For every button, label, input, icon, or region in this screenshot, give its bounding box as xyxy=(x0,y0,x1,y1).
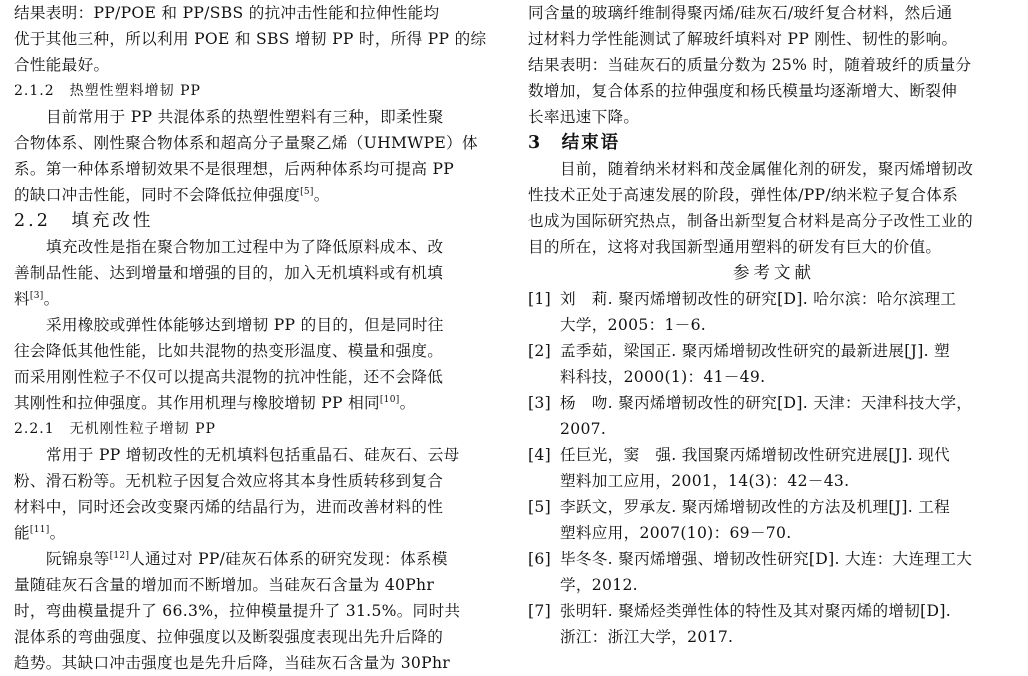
citation: [3] xyxy=(29,290,44,301)
reference-text: 李跃文，罗承友. 聚丙烯增韧改性的方法及机理[J]. 工程 xyxy=(560,498,951,516)
reference-text: 塑料应用，2007(10)：69－70. xyxy=(560,524,792,542)
reference-number: [2] xyxy=(528,342,551,360)
paragraph-line: 量随硅灰石含量的增加而不断增加。当硅灰石含量为 40Phr xyxy=(14,576,435,594)
reference-number: [6] xyxy=(528,550,551,568)
paragraph-line: 目前，随着纳米材料和茂金属催化剂的研发，聚丙烯增韧改 xyxy=(560,160,974,178)
reference-number: [4] xyxy=(528,446,551,464)
paragraph-line xyxy=(14,286,506,312)
section-heading-2-2: 2.2 填充改性 xyxy=(14,211,154,231)
reference-text: 张明轩. 聚烯烃类弹性体的特性及其对聚丙烯的增韧[D]. xyxy=(560,602,952,620)
paragraph-line: 合物体系、刚性聚合物体系和超高分子量聚乙烯（UHMWPE）体 xyxy=(14,134,478,152)
paragraph-line: 优于其他三种，所以利用 POE 和 SBS 增韧 PP 时，所得 PP 的综 xyxy=(14,30,487,48)
paragraph-line: 结果表明：当硅灰石的质量分数为 25% 时，随着玻纤的质量分 xyxy=(528,56,972,74)
reference-text: 2007. xyxy=(560,420,607,438)
paragraph-line: 善制品性能、达到增量和增强的目的，加入无机填料或有机填 xyxy=(14,264,444,282)
paragraph-line: 目前常用于 PP 共混体系的热塑性塑料有三种，即柔性聚 xyxy=(46,108,444,126)
paragraph-line: 合性能最好。 xyxy=(14,56,110,74)
citation: [11] xyxy=(29,524,50,535)
paragraph-line: 结果表明：PP/POE 和 PP/SBS 的抗冲击性能和拉伸性能均 xyxy=(14,4,440,22)
section-heading-2-1-2: 2.1.2 热塑性塑料增韧 PP xyxy=(14,83,201,99)
reference-item xyxy=(528,494,1020,520)
paragraph-line: 性技术正处于高速发展的阶段，弹性体/PP/纳米粒子复合体系 xyxy=(528,186,959,204)
paragraph-line: 材料中，同时还会改变聚丙烯的结晶行为，进而改善材料的性 xyxy=(14,498,444,516)
paragraph-line: 时，弯曲模量提升了 66.3%，拉伸模量提升了 31.5%。同时共 xyxy=(14,602,461,620)
reference-list xyxy=(528,286,1020,650)
reference-item xyxy=(528,338,1020,364)
paragraph-line: 混体系的弯曲强度、拉伸强度以及断裂强度表现出先升后降的 xyxy=(14,628,444,646)
paragraph-line: 过材料力学性能测试了解玻纤填料对 PP 刚性、韧性的影响。 xyxy=(528,30,958,48)
reference-text: 塑料加工应用，2001，14(3)：42－43. xyxy=(560,472,850,490)
reference-item xyxy=(528,598,1020,624)
reference-text: 任巨光，窦 强. 我国聚丙烯增韧改性研究进展[J]. 现代 xyxy=(560,446,951,464)
section-heading-3: 3 结束语 xyxy=(528,133,621,153)
citation: [12] xyxy=(109,550,130,561)
reference-text: 学，2012. xyxy=(560,576,638,594)
reference-number: [1] xyxy=(528,290,551,308)
paragraph-line: 采用橡胶或弹性体能够达到增韧 PP 的目的，但是同时往 xyxy=(46,316,444,334)
reference-number: [3] xyxy=(528,394,551,412)
paragraph-line xyxy=(14,390,506,416)
paragraph-line: 往会降低其他性能，比如共混物的热变形温度、模量和强度。 xyxy=(14,342,444,360)
left-column xyxy=(14,0,506,676)
paragraph-text: 阮锦泉等 xyxy=(46,550,110,568)
reference-item xyxy=(528,286,1020,312)
reference-item xyxy=(528,546,1020,572)
paragraph-line: 常用于 PP 增韧改性的无机填料包括重晶石、硅灰石、云母 xyxy=(46,446,460,464)
paragraph-line: 系。第一种体系增韧效果不是很理想，后两种体系均可提高 PP xyxy=(14,160,455,178)
paragraph-line xyxy=(14,520,506,546)
paragraph-line: 同含量的玻璃纤维制得聚丙烯/硅灰石/玻纤复合材料，然后通 xyxy=(528,4,953,22)
reference-text: 杨 吻. 聚丙烯增韧改性的研究[D]. 天津：天津科技大学， xyxy=(560,394,973,412)
right-column xyxy=(528,0,1020,650)
reference-text: 大学，2005：1－6. xyxy=(560,316,707,334)
paragraph-text: 的缺口冲击性能，同时不会降低拉伸强度 xyxy=(14,186,301,204)
reference-item xyxy=(528,390,1020,416)
paragraph-line: 数增加，复合体系的拉伸强度和杨氏模量均逐渐增大、断裂伸 xyxy=(528,82,958,100)
paragraph-line: 长率迅速下降。 xyxy=(528,108,640,126)
citation: [5] xyxy=(300,186,314,197)
section-heading-2-2-1: 2.2.1 无机刚性粒子增韧 PP xyxy=(14,421,216,437)
paragraph-line xyxy=(14,182,506,208)
paragraph-line: 也成为国际研究热点，制备出新型复合材料是高分子改性工业的 xyxy=(528,212,974,230)
reference-item xyxy=(528,442,1020,468)
reference-number: [5] xyxy=(528,498,551,516)
paragraph-line: 而采用刚性粒子不仅可以提高共混物的抗冲性能，还不会降低 xyxy=(14,368,444,386)
reference-text: 毕冬冬. 聚丙烯增强、增韧改性研究[D]. 大连：大连理工大 xyxy=(560,550,973,568)
paragraph-text: 能 xyxy=(14,524,30,542)
reference-text: 孟季茹，梁国正. 聚丙烯增韧改性研究的最新进展[J]. 塑 xyxy=(560,342,951,360)
paragraph-text: 料 xyxy=(14,290,30,308)
paragraph-line: 目的所在，这将对我国新型通用塑料的研发有巨大的价值。 xyxy=(528,238,942,256)
references-title: 参考文献 xyxy=(733,263,815,282)
reference-number: [7] xyxy=(528,602,551,620)
paragraph-text: 人通过对 PP/硅灰石体系的研究发现：体系模 xyxy=(129,550,448,568)
reference-text: 料科技，2000(1)：41－49. xyxy=(560,368,766,386)
reference-text: 刘 莉. 聚丙烯增韧改性的研究[D]. 哈尔滨：哈尔滨理工 xyxy=(560,290,957,308)
paragraph-line: 趋势。其缺口冲击强度也是先升后降，当硅灰石含量为 30Phr xyxy=(14,654,451,672)
paragraph-line: 填充改性是指在聚合物加工过程中为了降低原料成本、改 xyxy=(46,238,444,256)
paragraph-text: 其刚性和拉伸强度。其作用机理与橡胶增韧 PP 相同 xyxy=(14,394,380,412)
paragraph-line: 粉、滑石粉等。无机粒子因复合效应将其本身性质转移到复合 xyxy=(14,472,444,490)
paragraph-text: 。 xyxy=(43,290,60,308)
citation: [10] xyxy=(379,394,400,405)
paragraph-text: 。 xyxy=(399,394,416,412)
reference-text: 浙江：浙江大学，2017. xyxy=(560,628,734,646)
paragraph-line xyxy=(14,546,506,572)
paragraph-text: 。 xyxy=(313,186,330,204)
paragraph-text: 。 xyxy=(49,524,66,542)
